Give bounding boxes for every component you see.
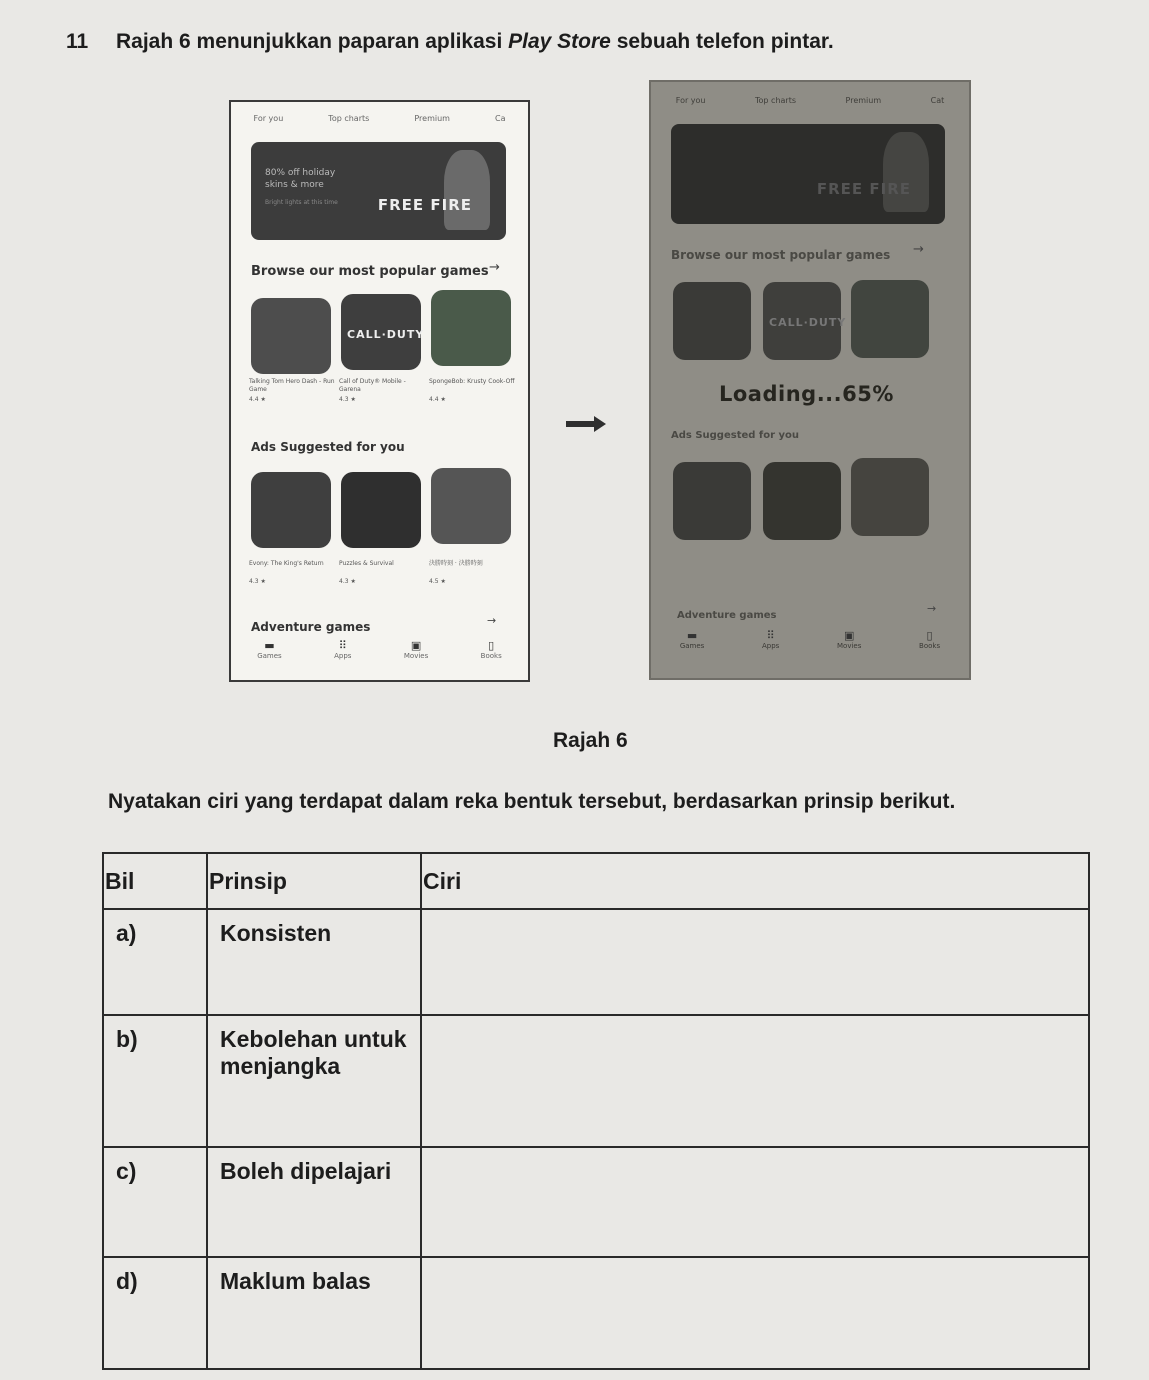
game-name: SpongeBob: Krusty Cook-Off	[429, 378, 515, 385]
apps-grid-icon: ⠿	[766, 629, 775, 642]
section-adventure[interactable]: Adventure games	[251, 620, 371, 634]
question-text: Rajah 6 menunjukkan paparan aplikasi Play Store sebuah telefon pintar.	[116, 30, 834, 53]
header-bil: Bil	[103, 853, 207, 909]
game-tile-talking-tom[interactable]	[251, 298, 331, 374]
tab-categories[interactable]: Cat	[930, 96, 945, 105]
game-tile-cod-chinese[interactable]	[851, 458, 929, 536]
banner-character-image	[444, 150, 490, 230]
nav-books[interactable]: ▯ Books	[919, 629, 941, 650]
nav-games[interactable]: ▬ Games	[257, 639, 282, 660]
cell-bil: a)	[103, 909, 207, 1015]
question-number: 11	[66, 30, 89, 53]
nav-movies[interactable]: ▣ Movies	[403, 639, 429, 660]
cell-prinsip: Kebolehan untuk menjangka	[207, 1015, 421, 1147]
figure-caption: Rajah 6	[553, 729, 628, 752]
answer-table	[102, 852, 1090, 1370]
section-popular-games[interactable]: Browse our most popular games	[671, 248, 891, 262]
table-row	[103, 1147, 1089, 1257]
tab-categories[interactable]: Ca	[494, 114, 506, 123]
arrow-right-icon[interactable]: →	[927, 602, 937, 615]
book-icon: ▯	[926, 629, 933, 642]
answer-cell[interactable]	[421, 1015, 1089, 1147]
film-icon: ▣	[843, 629, 855, 642]
gamepad-icon: ▬	[686, 629, 698, 642]
banner-brand: FREE FIRE	[816, 180, 911, 198]
game-rating: 4.4 ★	[249, 396, 266, 403]
answer-cell[interactable]	[421, 909, 1089, 1015]
game-tile-puzzles-survival[interactable]	[763, 462, 841, 540]
transition-arrow-icon	[566, 416, 606, 432]
apps-grid-icon: ⠿	[338, 639, 347, 652]
banner-character-image	[883, 132, 929, 212]
tab-premium[interactable]: Premium	[414, 114, 450, 123]
game-rating: 4.4 ★	[429, 396, 446, 403]
cell-bil: d)	[103, 1257, 207, 1369]
cell-prinsip: Konsisten	[207, 909, 421, 1015]
cell-bil: b)	[103, 1015, 207, 1147]
game-tile-spongebob[interactable]	[851, 280, 929, 358]
book-icon: ▯	[488, 639, 495, 652]
banner-brand: FREE FIRE	[377, 196, 472, 214]
bottom-nav	[651, 630, 969, 650]
instruction-text: Nyatakan ciri yang terdapat dalam reka bentuk tersebut, berdasarkan prinsip berikut.	[108, 790, 956, 813]
game-tile-evony[interactable]	[251, 472, 331, 548]
tab-for-you[interactable]: For you	[253, 114, 284, 123]
table-row	[103, 909, 1089, 1015]
header-prinsip: Prinsip	[207, 853, 421, 909]
section-popular-games[interactable]: Browse our most popular games	[251, 264, 489, 279]
game-tile-spongebob[interactable]	[431, 290, 511, 366]
play-store-screen-loading	[649, 80, 971, 680]
arrow-right-icon[interactable]: →	[913, 242, 924, 257]
tab-for-you[interactable]: For you	[675, 96, 706, 105]
header-ciri: Ciri	[421, 853, 1089, 909]
play-store-screen-normal	[229, 100, 530, 682]
banner-line2: skins & more	[265, 180, 324, 190]
top-tabs	[231, 114, 528, 123]
game-tile-call-of-duty[interactable]: CALL·DUTY	[341, 294, 421, 370]
banner-line3: Bright lights at this time	[265, 199, 338, 206]
game-name: Evony: The King's Return	[249, 560, 324, 567]
game-name: 決勝時刻 · 決勝時刻	[429, 560, 483, 567]
cell-bil: c)	[103, 1147, 207, 1257]
game-tile-talking-tom[interactable]	[673, 282, 751, 360]
nav-books[interactable]: ▯ Books	[480, 639, 502, 660]
promo-banner[interactable]	[671, 124, 945, 224]
nav-apps[interactable]: ⠿ Apps	[334, 639, 352, 660]
banner-line1: 80% off holiday	[265, 168, 336, 178]
game-tile-cod-chinese[interactable]	[431, 468, 511, 544]
game-tile-evony[interactable]	[673, 462, 751, 540]
top-tabs	[651, 96, 969, 105]
game-name: Puzzles & Survival	[339, 560, 394, 567]
nav-apps[interactable]: ⠿ Apps	[762, 629, 780, 650]
arrow-right-icon[interactable]: →	[487, 614, 497, 627]
answer-cell[interactable]	[421, 1257, 1089, 1369]
table-row	[103, 1015, 1089, 1147]
cell-prinsip: Boleh dipelajari	[207, 1147, 421, 1257]
cell-prinsip: Maklum balas	[207, 1257, 421, 1369]
nav-movies[interactable]: ▣ Movies	[837, 629, 862, 650]
film-icon: ▣	[410, 639, 422, 652]
tab-top-charts[interactable]: Top charts	[755, 96, 797, 105]
tab-top-charts[interactable]: Top charts	[328, 114, 370, 123]
game-rating: 4.3 ★	[339, 396, 356, 403]
nav-games[interactable]: ▬ Games	[679, 629, 705, 650]
game-tile-puzzles-survival[interactable]	[341, 472, 421, 548]
game-rating: 4.3 ★	[249, 578, 266, 585]
gamepad-icon: ▬	[264, 639, 275, 652]
section-suggested[interactable]: Ads Suggested for you	[671, 430, 800, 441]
loading-indicator: Loading...65%	[719, 382, 894, 406]
game-name: Talking Tom Hero Dash - Run Game	[249, 378, 335, 393]
section-adventure[interactable]: Adventure games	[677, 610, 777, 621]
game-rating: 4.5 ★	[429, 578, 446, 585]
arrow-right-icon[interactable]: →	[489, 260, 500, 275]
answer-cell[interactable]	[421, 1147, 1089, 1257]
section-suggested[interactable]: Ads Suggested for you	[251, 440, 405, 454]
game-tile-call-of-duty[interactable]: CALL·DUTY	[763, 282, 841, 360]
game-rating: 4.3 ★	[339, 578, 356, 585]
tab-premium[interactable]: Premium	[845, 96, 882, 105]
table-row	[103, 1257, 1089, 1369]
bottom-nav	[231, 640, 528, 660]
promo-banner[interactable]	[251, 142, 506, 240]
table-header-row	[103, 853, 1089, 909]
game-name: Call of Duty® Mobile - Garena	[339, 378, 406, 393]
